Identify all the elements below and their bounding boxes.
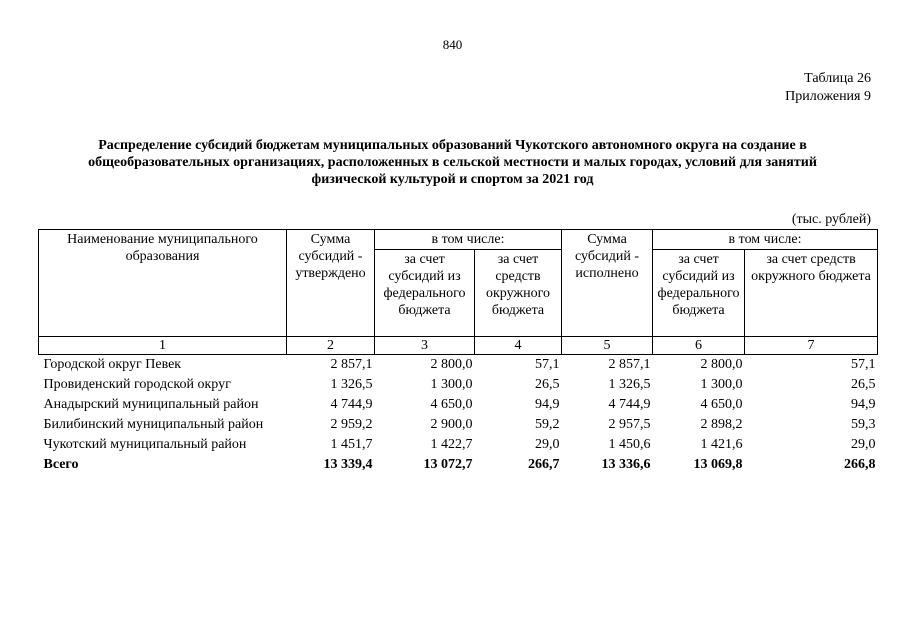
table-row: [39, 375, 878, 395]
column-number: 4: [475, 337, 562, 355]
header-including-2: в том числе:: [653, 230, 878, 250]
cell-sum-executed: 2 857,1: [608, 357, 651, 372]
cell-federal-1: 4 650,0: [430, 397, 473, 412]
cell-sum-approved: 2 959,2: [330, 417, 373, 432]
cell-federal-2: 1 300,0: [700, 377, 743, 392]
cell-district-1: 94,9: [535, 397, 560, 412]
total-federal-1: 13 072,7: [423, 457, 473, 472]
page-number: 840: [442, 37, 463, 52]
cell-district-1: 57,1: [535, 357, 560, 372]
header-name: Наименование муниципального образования: [39, 230, 287, 337]
total-federal-2: 13 069,8: [693, 457, 743, 472]
cell-sum-approved: 4 744,9: [330, 397, 373, 412]
subsidy-table: [38, 229, 878, 475]
cell-district-2: 29,0: [851, 437, 876, 452]
cell-district-1: 29,0: [535, 437, 560, 452]
table-row: [39, 415, 878, 435]
total-label: Всего: [43, 457, 79, 472]
cell-federal-1: 2 900,0: [430, 417, 473, 432]
cell-federal-1: 2 800,0: [430, 357, 473, 372]
table-row: [39, 395, 878, 415]
column-number: 1: [39, 337, 287, 355]
header-including-1: в том числе:: [375, 230, 562, 250]
total-sum-executed: 13 336,6: [601, 457, 651, 472]
header-federal-2: за счет субсидий из федерального бюджета: [653, 250, 745, 337]
column-number: 6: [653, 337, 745, 355]
cell-district-1: 59,2: [535, 417, 560, 432]
total-row: [39, 455, 878, 475]
cell-federal-1: 1 422,7: [430, 437, 473, 452]
cell-sum-executed: 2 957,5: [608, 417, 651, 432]
table-ref-line2: Приложения 9: [785, 89, 871, 104]
column-numbers-row: [39, 337, 878, 355]
cell-sum-executed: 4 744,9: [608, 397, 651, 412]
units-label: (тыс. рублей): [791, 212, 871, 227]
table-ref-line1: Таблица 26: [804, 71, 871, 86]
cell-sum-executed: 1 326,5: [608, 377, 651, 392]
header-sum-approved: Сумма субсидий - утверждено: [287, 230, 375, 337]
column-number: 3: [375, 337, 475, 355]
row-name: Анадырский муниципальный район: [43, 397, 259, 412]
row-name: Городской округ Певек: [43, 357, 182, 372]
title-line2: общеобразовательных организациях, расположенных в сельской местности и малых городах, условий для занятий: [88, 155, 817, 170]
cell-federal-2: 2 800,0: [700, 357, 743, 372]
row-name: Провиденский городской округ: [43, 377, 231, 392]
column-number: 7: [745, 337, 878, 355]
row-name: Билибинский муниципальный район: [43, 417, 264, 432]
column-number: 2: [287, 337, 375, 355]
cell-federal-2: 1 421,6: [700, 437, 743, 452]
cell-federal-2: 4 650,0: [700, 397, 743, 412]
row-name: Чукотский муниципальный район: [43, 437, 247, 452]
total-district-2: 266,8: [844, 457, 876, 472]
cell-sum-approved: 2 857,1: [330, 357, 373, 372]
cell-sum-executed: 1 450,6: [608, 437, 651, 452]
cell-district-2: 59,3: [851, 417, 876, 432]
column-number: 5: [562, 337, 653, 355]
cell-district-1: 26,5: [535, 377, 560, 392]
cell-district-2: 94,9: [851, 397, 876, 412]
cell-federal-2: 2 898,2: [700, 417, 743, 432]
document-title: [50, 137, 855, 188]
title-line1: Распределение субсидий бюджетам муниципальных образований Чукотского автономного округа на создание в: [98, 138, 807, 153]
total-sum-approved: 13 339,4: [323, 457, 373, 472]
table-reference: [785, 70, 871, 106]
cell-federal-1: 1 300,0: [430, 377, 473, 392]
cell-district-2: 26,5: [851, 377, 876, 392]
title-line3: физической культурой и спортом за 2021 год: [311, 172, 594, 187]
total-district-1: 266,7: [528, 457, 560, 472]
header-district-2: за счет средств окружного бюджета: [745, 250, 878, 337]
header-sum-executed: Сумма субсидий - исполнено: [562, 230, 653, 337]
header-federal-1: за счет субсидий из федерального бюджета: [375, 250, 475, 337]
table-row: [39, 435, 878, 455]
cell-sum-approved: 1 451,7: [330, 437, 373, 452]
cell-sum-approved: 1 326,5: [330, 377, 373, 392]
table-row: [39, 355, 878, 376]
cell-district-2: 57,1: [851, 357, 876, 372]
header-district-1: за счет средств окружного бюджета: [475, 250, 562, 337]
